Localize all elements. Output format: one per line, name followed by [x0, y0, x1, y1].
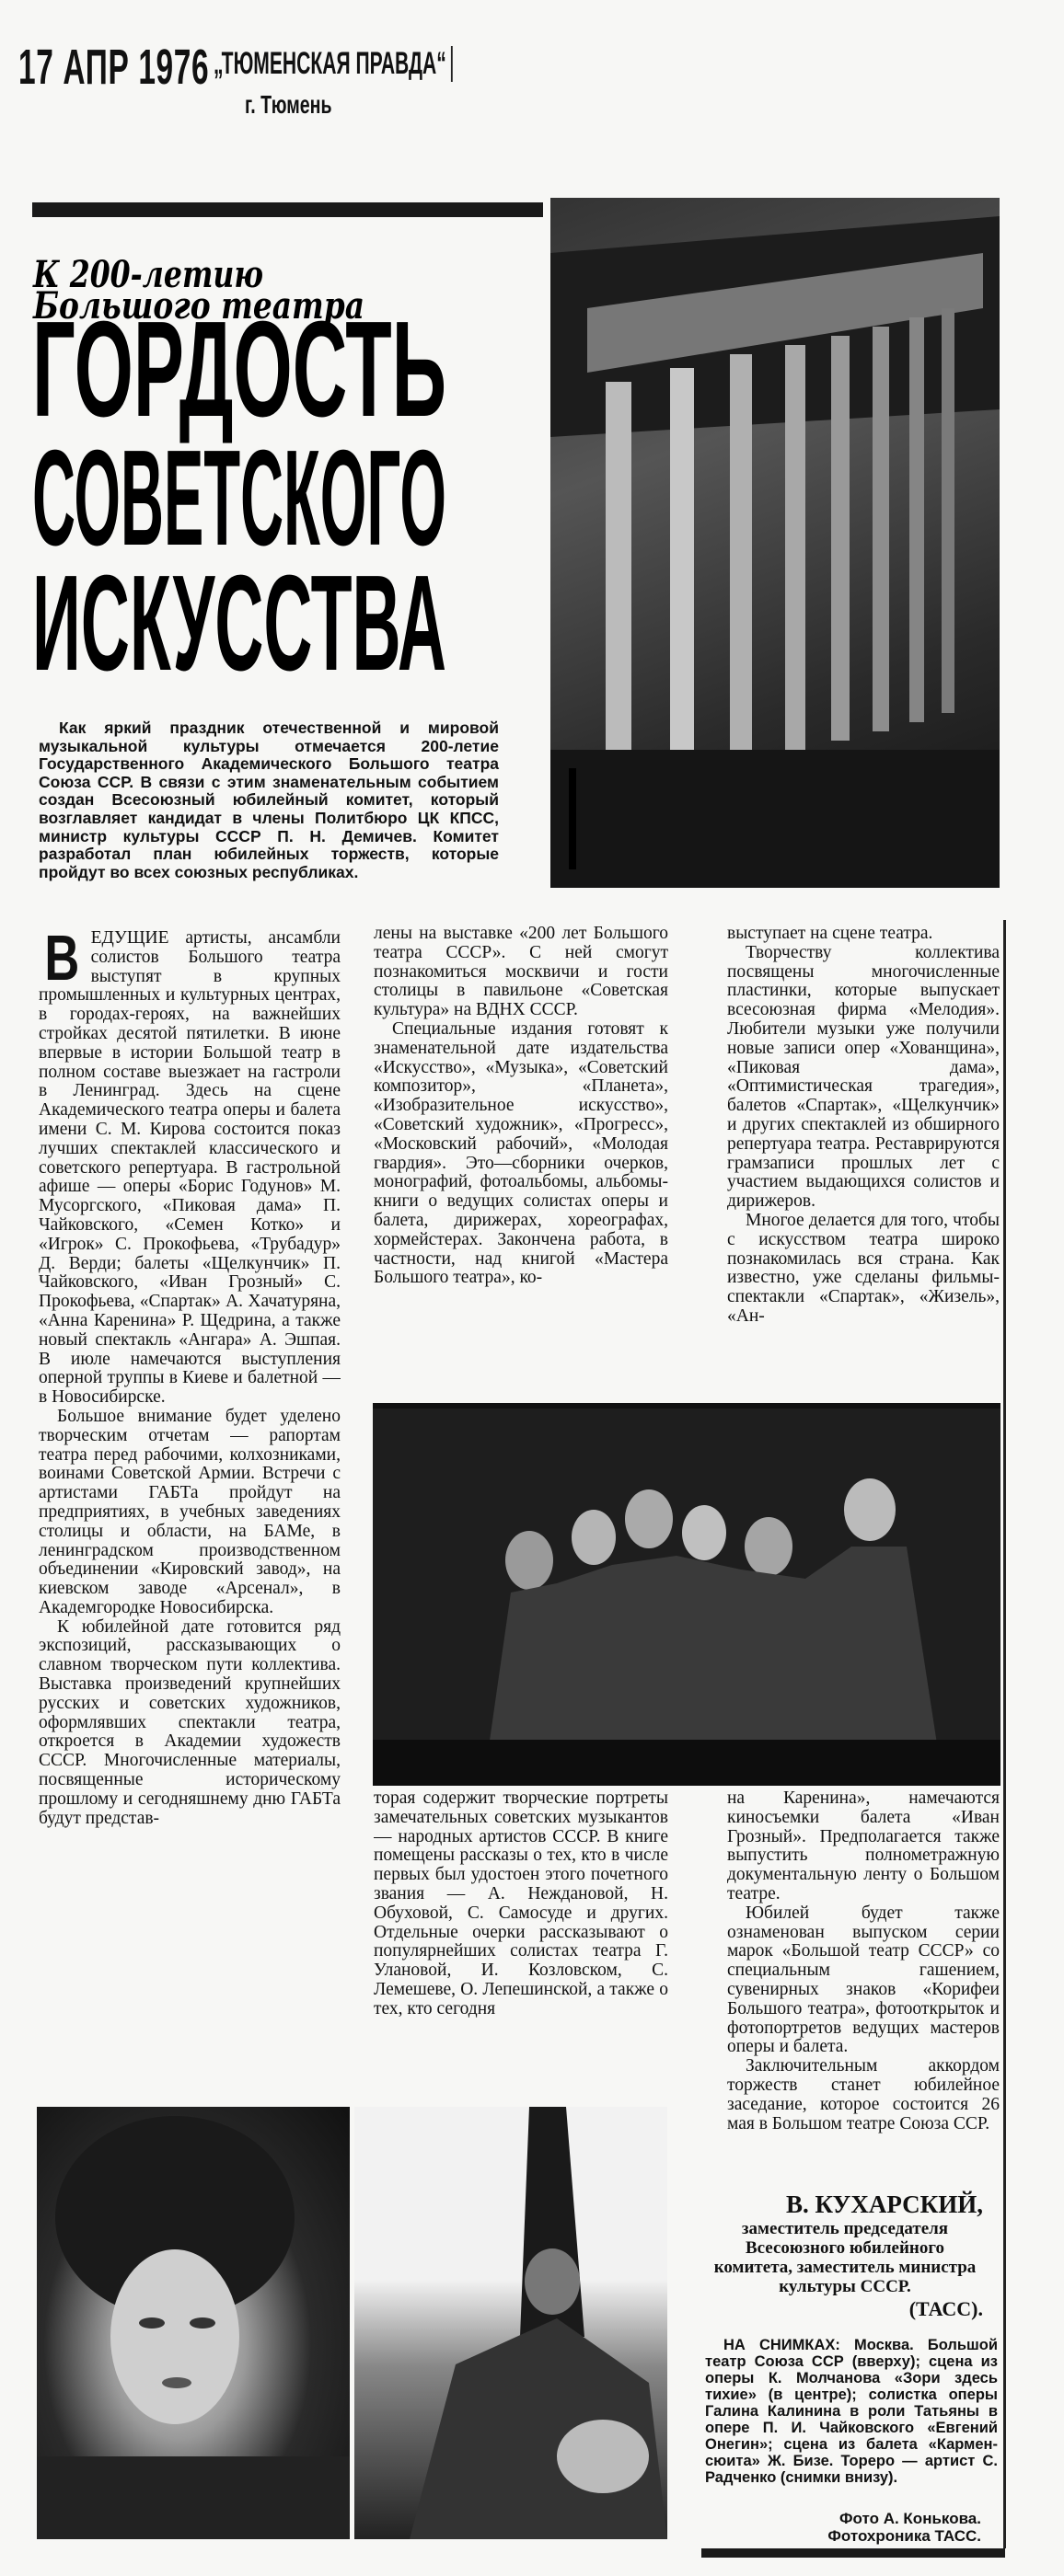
photo-opera-scene: [373, 1403, 1000, 1786]
header-rule: [32, 202, 543, 217]
paragraph: Многое делается для того, чтобы с искусством театра широко познакомилась вся страна. Как известно, уже сделаны фильмы-спектакли «Спартак», «Жизель», «Ан-: [727, 1210, 1000, 1326]
portrait-image: [37, 2107, 350, 2539]
drop-cap: В: [44, 929, 80, 994]
date-stamp: 17 АПР 1976: [18, 40, 210, 95]
signature-block: [707, 2190, 983, 2322]
paragraph: лены на выставке «200 лет Большого театра СССР». С ней смогут познакомиться москвичи и гости столицы в павильоне «Советская культура» на ВДНХ СССР.: [374, 925, 668, 1020]
paragraph: Специальные издания готовят к знаменательной дате издательства «Искусство», «Музыка», «Советский композитор», «Планета», «Изобразительное искусство», «Советский художник», «Прогресс», «Московский рабочий», «Молодая гвардия». Это—сборники очерков, монографий, фотоальбомы, альбомы-книги о ведущих солистах оперы и балета, дирижерах, хореографах, хормейстерах. Закончена работа, в частности, над книгой «Мастера Большого театра», ко-: [374, 1018, 668, 1288]
photo-ballet-scene: [354, 2107, 667, 2539]
photo-caption: [705, 2337, 998, 2486]
lead-paragraph: Как яркий праздник отечественной и мировой музыкальной культуры отмечается 200-летие Государственного Академического Большого театра Союза ССР. В связи с этим знаменательным событием создан Всесоюзный юбилейный комитет, который возглавляет кандидат в члены Политбюро ЦК КПСС, министр культуры СССР П. Н. Демичев. Комитет разработал план юбилейных торжеств, которые пройдут во всех союзных республиках.: [39, 719, 499, 881]
paragraph: Юбилей будет также ознаменован выпуском серии марок «Большой театр СССР» со специальным гашением, сувенирных знаков «Корифеи Большого театра», фотооткрыток и фотопортретов ведущих мастеров оперы и балета.: [727, 1903, 1000, 2057]
kicker-line-2: Большого театра: [32, 284, 364, 328]
ballet-scene-image: [354, 2107, 667, 2539]
author-name: В. КУХАРСКИЙ,: [785, 2191, 983, 2218]
theatre-building-image: [550, 198, 1000, 888]
headline-line-1: ГОРДОСТЬ: [32, 293, 446, 445]
right-column-rule: [1003, 920, 1006, 2548]
bottom-rule: [701, 2548, 1005, 2558]
agency: (ТАСС).: [908, 2297, 983, 2320]
paragraph: торая содержит творческие портреты замечательных советских музыкантов — народных артистов СССР. В книге помещены рассказы о тех, кто в числе первых был удостоен этого почетного звания — А. Неждановой, Н. Обуховой, С. Самосуде и других. Отдельные очерки рассказывают о популярнейших солистах театра Г. Улановой, И. Козловском, С. Лемешеве, О. Лепешинской, а также о тех, кто сегодня: [374, 1789, 668, 2018]
headline-block: [28, 230, 543, 690]
opera-scene-image: [373, 1409, 1000, 1786]
column-2-bottom: [374, 1789, 668, 2102]
paragraph: ЕДУЩИЕ артисты, ансамбли солистов Большого театра выступят в крупных промышленных и культурных центрах, в городах-героях, на важнейших стройках десятой пятилетки. В июне впервые в истории Большой театр в полном составе выезжает на гастроли в Ленинград. Здесь на сцене Академического театра оперы и балета имени С. М. Кирова состоится показ лучших спектаклей классического и советского репертуара. В гастрольной афише — оперы «Борис Годунов» М. Мусоргского, «Пиковая дама» П. Чайковского, «Семен Котко» и «Игрок» С. Прокофьева, «Трубадур» Д. Верди; балеты «Щелкунчик» П. Чайковского, «Иван Грозный» С. Прокофьева, «Спартак» А. Хачатуряна, «Анна Каренина» Р. Щедрина, а также новый спектакль «Ангара» А. Эшпая. В июле намечаются выступления оперной труппы в Киеве и балетной — в Новосибирске.: [39, 929, 341, 1408]
photo-bolshoi-theatre: [550, 198, 1000, 888]
author-title: заместитель председателя Всесоюзного юбилейного комитета, заместитель министра культуры СССР.: [713, 2219, 977, 2296]
photo-soloist-portrait: [37, 2107, 350, 2539]
newspaper-name: „ТЮМЕНСКАЯ ПРАВДА“: [214, 46, 453, 82]
photo-credit-author: Фото А. Конькова.: [839, 2510, 981, 2527]
column-1: [39, 929, 341, 2102]
column-3-top: [727, 925, 1000, 1394]
paragraph: Творчеству коллектива посвящены многочисленные пластинки, которые выпускает всесоюзная фирма «Мелодия». Любители музыки уже получили новые записи опер «Хованщина», «Пиковая дама», «Оптимистическая трагедия», балетов «Спартак», «Щелкунчик» и других спектаклей из обширного репертуара театра. Реставрируются грамзаписи прошлых лет с участием выдающихся солистов и дирижеров.: [727, 942, 1000, 1212]
photo-credit: [797, 2510, 981, 2545]
caption-text: Москва. Большой театр Союза ССР (вверху); сцена из оперы К. Молчанова «Зори здесь тихие» (в центре); солистка оперы Галина Калинина в роли Татьяны в опере П. И. Чайковского «Евгений Онегин»; сцена из балета «Кармен-сюита» Ж. Бизе. Тореро — артист С. Радченко (снимки внизу).: [705, 2337, 998, 2486]
paragraph: К юбилейной дате готовится ряд экспозиций, рассказывающих о славном творческом пути коллектива. Выставка произведений крупнейших русских и советских художников, оформлявших спектакли театра, откроется в Академии художеств СССР. Многочисленные материалы, посвященные историческому прошлому и сегодняшнему дню ГАБТа будут представ-: [39, 1616, 341, 1828]
paragraph: Заключительным аккордом торжеств станет юбилейное заседание, которое состоится 26 мая в Большом театре Союза ССР.: [727, 2056, 1000, 2133]
column-2-top: [374, 925, 668, 1394]
headline-line-3: ИСКУССТВА: [32, 547, 446, 690]
photo-credit-agency: Фотохроника ТАСС.: [827, 2527, 981, 2545]
paragraph: на Каренина», намечаются киносъемки балета «Иван Грозный». Предполагается также выпустить полнометражную документальную ленту о Большом театре.: [727, 1789, 1000, 1903]
kicker-line-1: К 200-летию: [32, 253, 263, 296]
caption-label: НА СНИМКАХ:: [723, 2337, 840, 2353]
paragraph: Большое внимание будет уделено творческим отчетам — рапортам театра перед рабочими, колхозниками, воинами Советской Армии. Встречи с артистами ГАБТа пройдут на предприятиях, в учебных заведениях столицы и области, на БАМе, в ленинградском производственном объединении «Кировский завод», на киевском заводе «Арсенал», в Академгородке Новосибирска.: [39, 1406, 341, 1617]
headline-line-2: СОВЕТСКОГО: [32, 422, 446, 574]
newspaper-city: г. Тюмень: [245, 90, 332, 119]
paragraph: выступает на сцене театра.: [727, 925, 933, 943]
column-3-bottom: [727, 1789, 1000, 2194]
